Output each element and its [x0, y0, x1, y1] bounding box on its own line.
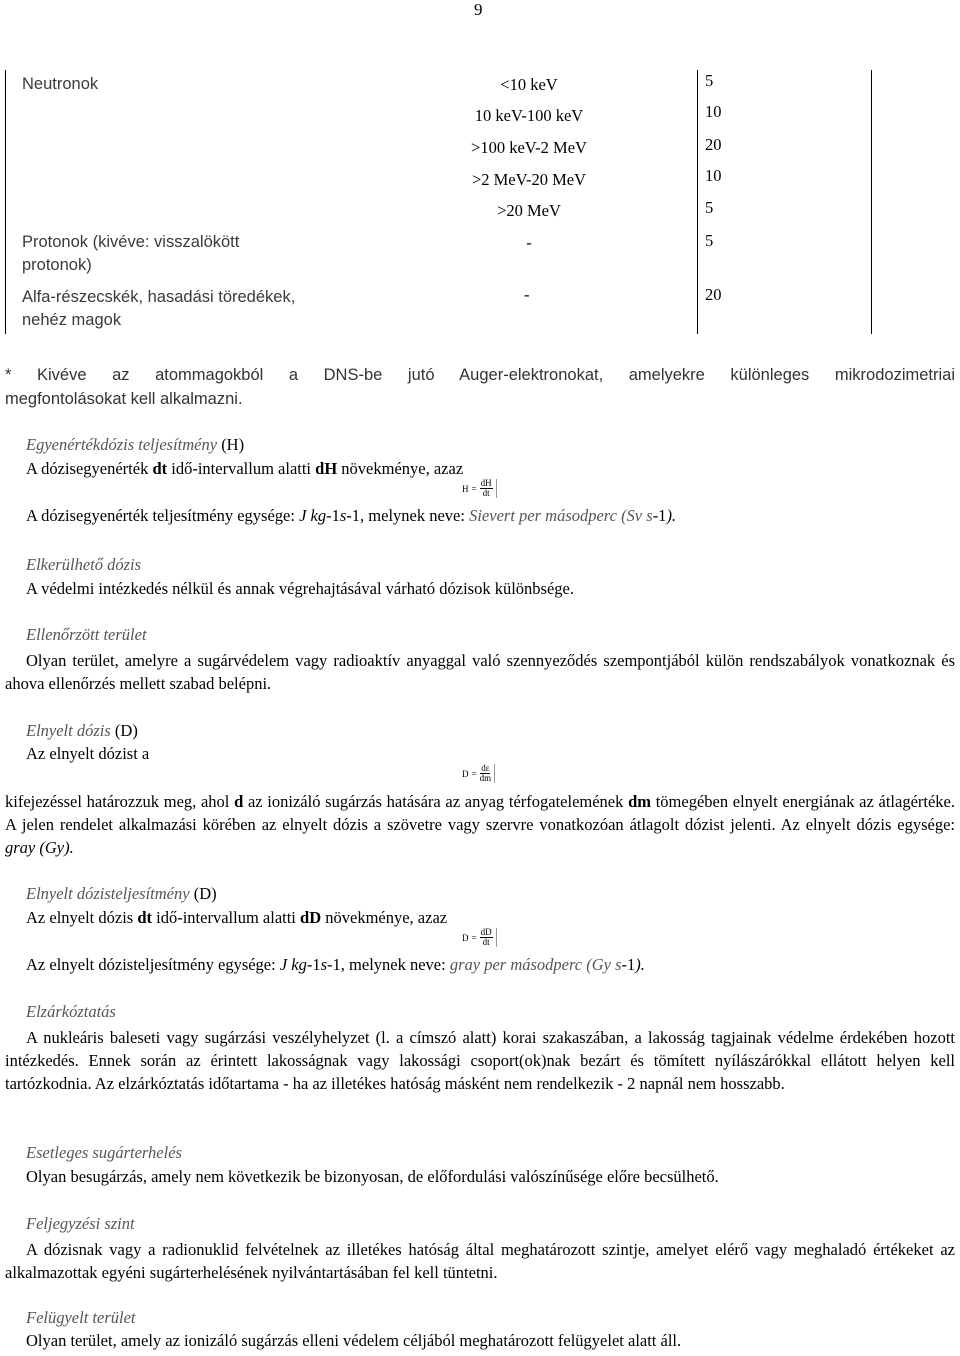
section-title-sheltering: Elzárkóztatás	[26, 1002, 116, 1021]
table-cell-factor: 20	[705, 135, 722, 154]
section-title-absorbed-dose-rate: Elnyelt dózisteljesítmény (D)	[26, 884, 217, 903]
section-title-controlled-area: Ellenőrzött terület	[26, 625, 147, 644]
section-title-supervised-area: Felügyelt terület	[26, 1308, 136, 1327]
section-title-recording-level: Feljegyzési szint	[26, 1214, 135, 1233]
table-cell-particle: protonok)	[22, 256, 92, 274]
table-cell-energy: >2 MeV-20 MeV	[471, 170, 587, 189]
table-cell-particle: Alfa-részecskék, hasadási töredékek,	[22, 288, 296, 306]
table-border-middle	[697, 70, 698, 334]
footnote-line: * Kivéve az atommagokból a DNS-be jutó Auger-elektronokat, amelyekre különleges mikrodozimetriai	[5, 366, 955, 384]
section-title-equivalent-dose-rate: Egyenértékdózis teljesítmény (H)	[26, 435, 245, 454]
table-cell-factor: 5	[705, 231, 714, 250]
table-cell-particle: Neutronok	[22, 75, 99, 93]
absorbed-dose-rate-unit: Az elnyelt dózisteljesítmény egysége: J kg-1s-1, melynek neve: gray per másodperc (Gy s-1).	[26, 955, 645, 974]
equivalent-dose-rate-formula: H = $\frac{dH}{dt}$	[462, 479, 497, 498]
table-cell-energy: 10 keV-100 keV	[474, 106, 584, 125]
recording-level-definition: A dózisnak vagy a radionuklid felvételnek az illetékes hatóság által meghatározott szintje, amelyet elérő vagy meghaladó értékeket az alkalmazottak egyéni sugárterhelésének nyilvántartásában fel kell tüntetni.	[5, 1240, 955, 1282]
absorbed-dose-definition: kifejezéssel határozzuk meg, ahol d az ionizáló sugárzás hatására az anyag térfogatelemének dm tömegében elnyelt energiának az átlagértéke. A jelen rendelet alkalmazási körében az elnyelt dózis a szövetre vagy szervre vonatkozóan átlagolt dózist jelenti. Az elnyelt dózis egysége: gray (Gy).	[5, 792, 955, 857]
page-number: 9	[474, 0, 483, 19]
table-cell-energy: -	[524, 285, 530, 304]
footnote-line: megfontolásokat kell alkalmazni.	[5, 390, 243, 408]
table-cell-energy: >20 MeV	[497, 201, 561, 220]
potential-exposure-definition: Olyan besugárzás, amely nem következik be bizonyosan, de előfordulási valószínűsége előre becsülhető.	[26, 1167, 719, 1186]
table-cell-factor: 10	[705, 102, 722, 121]
table-cell-energy: >100 keV-2 MeV	[471, 138, 587, 157]
table-cell-energy: -	[526, 233, 532, 252]
section-title-absorbed-dose: Elnyelt dózis (D)	[26, 721, 138, 740]
section-title-avoidable-dose: Elkerülhető dózis	[26, 555, 142, 574]
avoidable-dose-definition: A védelmi intézkedés nélkül és annak végrehajtásával várható dózisok különbsége.	[26, 579, 574, 598]
table-cell-particle: nehéz magok	[22, 311, 122, 329]
absorbed-dose-rate-formula: D = $\frac{dD}{dt}$	[462, 928, 497, 947]
sheltering-definition: A nukleáris baleseti vagy sugárzási veszélyhelyzet (l. a címszó alatt) korai szakaszában, a lakosság tagjainak védelme érdekében hozott intézkedés. Ennek során az érintett lakosságnak vagy lakossági csoport(ok)nak bezárt és tömített nyílászárókkal ellátott helyen kell tartózkodnia. Az elzárkóztatás időtartama - ha az illetékes hatóság másként nem rendelkezik - 2 napnál nem hosszabb.	[5, 1028, 955, 1093]
absorbed-dose-intro: Az elnyelt dózist a	[26, 744, 150, 763]
equivalent-dose-rate-definition: A dózisegyenérték dt idő-intervallum alatti dH növekménye, azaz	[26, 459, 464, 478]
table-cell-factor: 10	[705, 166, 722, 185]
supervised-area-definition: Olyan terület, amely az ionizáló sugárzás elleni védelem céljából meghatározott felügyelet alatt áll.	[26, 1331, 682, 1350]
equivalent-dose-rate-unit: A dózisegyenérték teljesítmény egysége: J kg-1s-1, melynek neve: Sievert per másodperc (Sv s-1).	[26, 506, 677, 525]
table-cell-factor: 20	[705, 285, 722, 304]
absorbed-dose-rate-definition: Az elnyelt dózis dt idő-intervallum alatti dD növekménye, azaz	[26, 908, 448, 927]
table-cell-factor: 5	[705, 198, 714, 217]
absorbed-dose-formula: D = $\frac{d\varepsilon}{dm}$	[462, 764, 495, 783]
section-title-potential-exposure: Esetleges sugárterhelés	[26, 1143, 182, 1162]
table-cell-energy: <10 keV	[500, 75, 558, 94]
table-border-right	[871, 70, 872, 334]
controlled-area-definition: Olyan terület, amelyre a sugárvédelem vagy radioaktív anyaggal való szennyeződés szempontjából külön rendszabályok vonatkoznak és ahova ellenőrzés mellett szabad belépni.	[5, 651, 955, 693]
table-cell-factor: 5	[705, 71, 714, 90]
table-cell-particle: Protonok (kivéve: visszalökött	[22, 233, 240, 251]
table-border-left	[5, 70, 6, 334]
